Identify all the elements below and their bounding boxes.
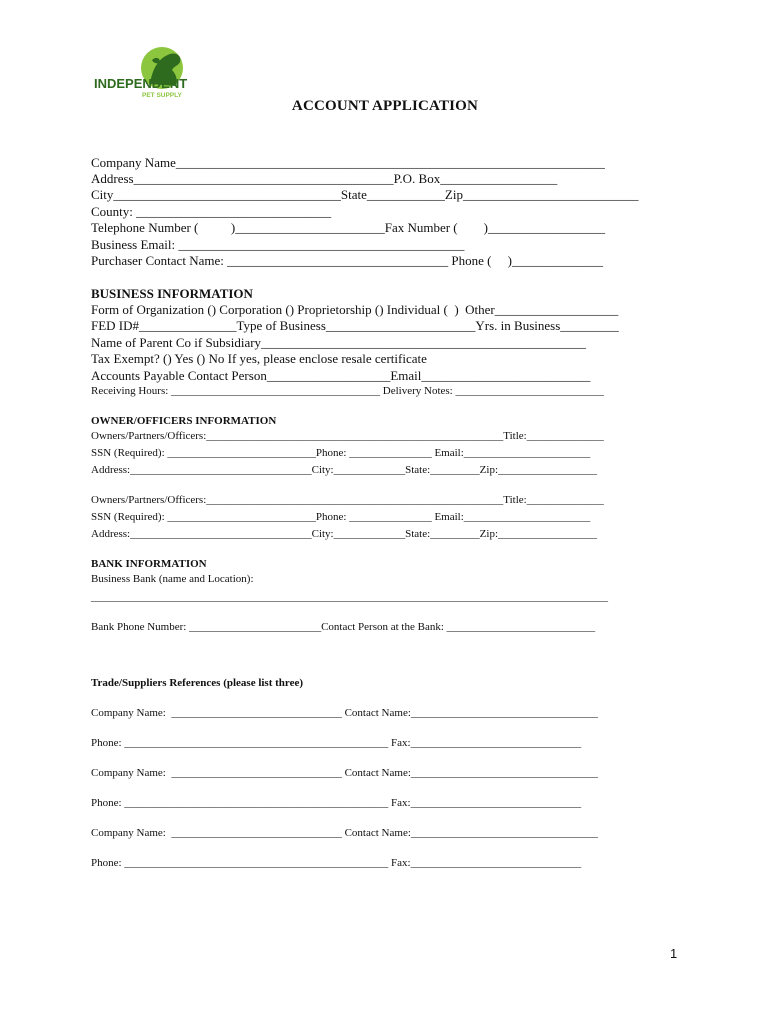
logo-main-text: INDEPENDENT bbox=[94, 76, 188, 91]
reference1-company-field[interactable]: Company Name: _______________________________ Contact Name:__________________________________ bbox=[91, 707, 598, 719]
owners-heading: OWNER/OFFICERS INFORMATION bbox=[91, 415, 277, 427]
owner2-name-field[interactable]: Owners/Partners/Officers:______________________________________________________Title:______________ bbox=[91, 494, 604, 506]
receiving-hours-field[interactable]: Receiving Hours: ______________________________________ Delivery Notes: ___________________________ bbox=[91, 385, 604, 397]
page-title: ACCOUNT APPLICATION bbox=[291, 98, 479, 114]
bank-heading: BANK INFORMATION bbox=[91, 558, 207, 570]
business-email-field[interactable]: Business Email: ____________________________________________ bbox=[91, 237, 465, 252]
bank-phone-field[interactable]: Bank Phone Number: ________________________Contact Person at the Bank: ___________________________ bbox=[91, 621, 596, 633]
city-state-zip-field[interactable]: City___________________________________State____________Zip___________________________ bbox=[91, 187, 639, 202]
company-logo bbox=[92, 46, 196, 102]
owner2-address-field[interactable]: Address:_________________________________City:_____________State:_________Zip:__________________ bbox=[91, 528, 597, 540]
tax-exempt-field[interactable]: Tax Exempt? () Yes () No If yes, please enclose resale certificate bbox=[91, 351, 427, 366]
address-field[interactable]: Address________________________________________P.O. Box__________________ bbox=[91, 171, 558, 186]
telephone-fax-field[interactable]: Telephone Number ( )_______________________Fax Number ( )__________________ bbox=[91, 220, 605, 235]
form-of-organization-field[interactable]: Form of Organization () Corporation () Proprietorship () Individual ( ) Other___________________ bbox=[91, 302, 619, 317]
county-field[interactable]: County: ______________________________ bbox=[91, 204, 332, 219]
owner1-address-field[interactable]: Address:_________________________________City:_____________State:_________Zip:__________________ bbox=[91, 464, 597, 476]
parent-company-field[interactable]: Name of Parent Co if Subsidiary__________________________________________________ bbox=[91, 335, 587, 350]
trade-references-heading: Trade/Suppliers References (please list three) bbox=[91, 677, 304, 689]
owner2-ssn-field[interactable]: SSN (Required): ___________________________Phone: _______________ Email:_______________________ bbox=[91, 511, 591, 523]
owner1-ssn-field[interactable]: SSN (Required): ___________________________Phone: _______________ Email:_______________________ bbox=[91, 447, 591, 459]
reference2-company-field[interactable]: Company Name: _______________________________ Contact Name:__________________________________ bbox=[91, 767, 598, 779]
owner1-name-field[interactable]: Owners/Partners/Officers:______________________________________________________Title:______________ bbox=[91, 430, 604, 442]
business-info-heading: BUSINESS INFORMATION bbox=[91, 286, 253, 301]
accounts-payable-field[interactable]: Accounts Payable Contact Person___________________Email__________________________ bbox=[91, 368, 591, 383]
purchaser-contact-field[interactable]: Purchaser Contact Name: __________________________________ Phone ( )______________ bbox=[91, 253, 604, 268]
business-bank-field[interactable]: ______________________________________________________________________________________________ bbox=[91, 591, 608, 603]
reference3-phone-field[interactable]: Phone: ________________________________________________ Fax:_______________________________ bbox=[91, 857, 582, 869]
business-bank-label: Business Bank (name and Location): bbox=[91, 573, 254, 585]
reference3-company-field[interactable]: Company Name: _______________________________ Contact Name:__________________________________ bbox=[91, 827, 598, 839]
reference1-phone-field[interactable]: Phone: ________________________________________________ Fax:_______________________________ bbox=[91, 737, 582, 749]
fed-id-field[interactable]: FED ID#_______________Type of Business_______________________Yrs. in Business_________ bbox=[91, 318, 619, 333]
reference2-phone-field[interactable]: Phone: ________________________________________________ Fax:_______________________________ bbox=[91, 797, 582, 809]
company-name-field[interactable]: Company Name__________________________________________________________________ bbox=[91, 155, 605, 170]
logo-graphic bbox=[92, 46, 196, 102]
page-number: 1 bbox=[670, 946, 678, 961]
logo-sub-text: PET SUPPLY bbox=[142, 92, 182, 99]
